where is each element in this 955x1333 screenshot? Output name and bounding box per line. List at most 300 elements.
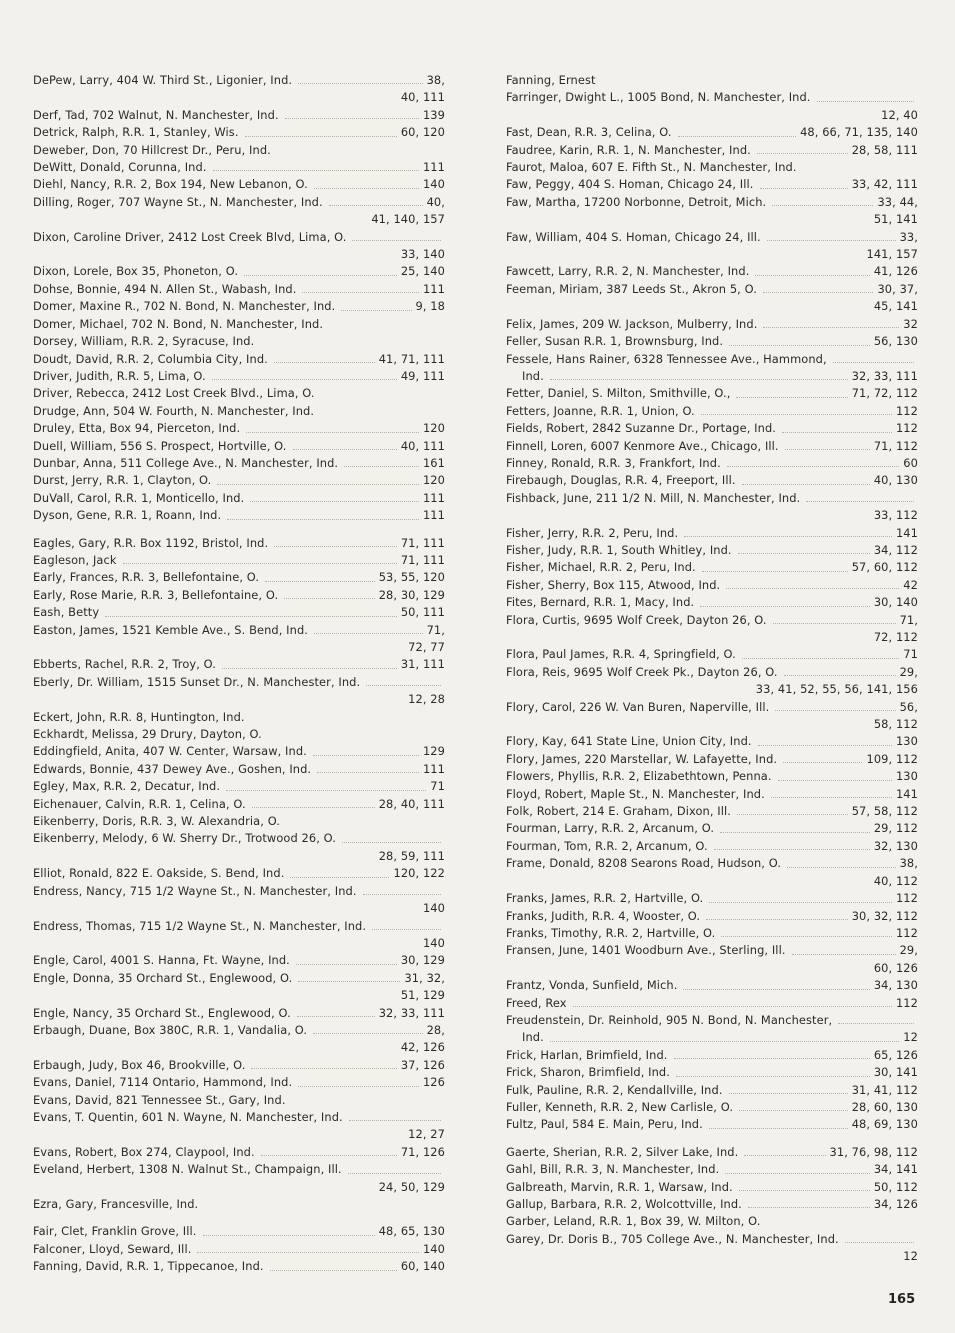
index-entry bbox=[33, 455, 445, 472]
index-entry bbox=[506, 281, 918, 316]
entry-pages: 37, 126 bbox=[400, 1057, 445, 1072]
entry-pages: 29, bbox=[899, 664, 918, 679]
index-entry bbox=[506, 820, 918, 837]
entry-pages: 40, 111 bbox=[400, 438, 445, 453]
index-entry bbox=[33, 830, 445, 865]
entry-pages: 112 bbox=[895, 995, 918, 1010]
dot-leader bbox=[314, 188, 419, 189]
entry-pages-continued: 12, 40 bbox=[881, 107, 918, 122]
index-entry bbox=[506, 263, 918, 280]
entry-name: Evans, T. Quentin, 601 N. Wayne, N. Manchester, Ind. bbox=[33, 1109, 343, 1124]
dot-leader bbox=[775, 710, 895, 711]
entry-pages: 71, 111 bbox=[400, 552, 445, 567]
dot-leader bbox=[250, 501, 419, 502]
entry-name: Farringer, Dwight L., 1005 Bond, N. Manchester, Ind. bbox=[506, 90, 811, 105]
entry-name: Druley, Etta, Box 94, Pierceton, Ind. bbox=[33, 421, 241, 436]
index-entry bbox=[33, 552, 445, 569]
entry-name: Ezra, Gary, Francesville, Ind. bbox=[33, 1197, 199, 1211]
entry-name: Drudge, Ann, 504 W. Fourth, N. Manchester, Ind. bbox=[33, 403, 315, 418]
entry-name: Domer, Maxine R., 702 N. Bond, N. Manchester, Ind. bbox=[33, 299, 336, 314]
dot-leader bbox=[755, 275, 869, 276]
dot-leader bbox=[785, 449, 870, 450]
index-entry bbox=[506, 699, 918, 734]
index-entry bbox=[506, 1179, 918, 1196]
index-entry bbox=[33, 604, 445, 621]
entry-name: Feeman, Miriam, 387 Leeds St., Akron 5, O. bbox=[506, 281, 757, 296]
index-entry bbox=[33, 1022, 445, 1057]
entry-pages-continued: 12, 27 bbox=[408, 1127, 445, 1142]
entry-name: Fransen, June, 1401 Woodburn Ave., Sterling, Ill. bbox=[506, 943, 786, 958]
entry-pages: 29, bbox=[899, 943, 918, 958]
dot-leader bbox=[721, 936, 892, 937]
entry-pages: 56, bbox=[899, 699, 918, 714]
index-entry bbox=[506, 733, 918, 750]
dot-leader bbox=[270, 1270, 397, 1271]
dot-leader bbox=[550, 379, 848, 380]
entry-name: Franks, Judith, R.R. 4, Wooster, O. bbox=[506, 908, 701, 923]
index-entry bbox=[33, 1074, 445, 1091]
dot-leader bbox=[227, 519, 419, 520]
entry-name: Domer, Michael, 702 N. Bond, N. Manchester, Ind. bbox=[33, 316, 324, 331]
index-entry bbox=[33, 281, 445, 298]
dot-leader bbox=[363, 894, 441, 895]
dot-leader bbox=[244, 275, 397, 276]
index-entry bbox=[33, 743, 445, 760]
dot-leader bbox=[738, 553, 870, 554]
entry-pages: 126 bbox=[422, 1075, 445, 1090]
entry-name: Fulk, Pauline, R.R. 2, Kendallville, Ind. bbox=[506, 1082, 723, 1097]
dot-leader bbox=[739, 1190, 870, 1191]
dot-leader bbox=[344, 466, 419, 467]
entry-pages: 65, 126 bbox=[873, 1047, 918, 1062]
entry-name: Fanning, David, R.R. 1, Tippecanoe, Ind. bbox=[33, 1259, 264, 1274]
index-entry bbox=[506, 351, 918, 386]
entry-pages-continued: 33, 140 bbox=[400, 247, 445, 262]
entry-pages: 60, 120 bbox=[400, 125, 445, 140]
entry-pages: 71, 126 bbox=[400, 1144, 445, 1159]
entry-pages: 30, 32, 112 bbox=[851, 908, 918, 923]
entry-name: Driver, Judith, R.R. 5, Lima, O. bbox=[33, 368, 206, 383]
index-entry bbox=[33, 622, 445, 657]
entry-pages-continued: 32, 33, 111 bbox=[851, 368, 918, 383]
entry-name: DePew, Larry, 404 W. Third St., Ligonier, Ind. bbox=[33, 73, 293, 87]
index-entry bbox=[33, 1092, 445, 1109]
index-entry bbox=[506, 194, 918, 229]
index-entry bbox=[33, 656, 445, 673]
dot-leader bbox=[222, 668, 397, 669]
dot-leader bbox=[742, 484, 870, 485]
entry-pages: 34, 112 bbox=[873, 542, 918, 557]
dot-leader bbox=[760, 188, 848, 189]
index-column-right bbox=[506, 72, 918, 1266]
index-entry bbox=[506, 1099, 918, 1116]
entry-name: Easton, James, 1521 Kemble Ave., S. Bend, Ind. bbox=[33, 622, 309, 637]
entry-name: Dyson, Gene, R.R. 1, Roann, Ind. bbox=[33, 508, 222, 523]
dot-leader bbox=[720, 832, 870, 833]
index-entry bbox=[506, 159, 918, 176]
entry-pages-continued: 72, 112 bbox=[873, 630, 918, 644]
entry-pages: 120 bbox=[422, 473, 445, 488]
index-entry bbox=[506, 786, 918, 803]
entry-name: Ebberts, Rachel, R.R. 2, Troy, O. bbox=[33, 657, 216, 672]
index-entry bbox=[33, 1057, 445, 1074]
entry-name: Driver, Rebecca, 2412 Lost Creek Blvd., Lima, O. bbox=[33, 386, 315, 401]
entry-pages: 29, 112 bbox=[873, 821, 918, 836]
entry-name: Galbreath, Marvin, R.R. 1, Warsaw, Ind. bbox=[506, 1179, 733, 1194]
dot-leader bbox=[123, 563, 397, 564]
entry-name: Gahl, Bill, R.R. 3, N. Manchester, Ind. bbox=[506, 1162, 720, 1177]
index-entry bbox=[33, 865, 445, 882]
index-entry bbox=[506, 455, 918, 472]
entry-name: Eagleson, Jack bbox=[33, 552, 117, 567]
index-entry bbox=[506, 403, 918, 420]
entry-name: Frantz, Vonda, Sunfield, Mich. bbox=[506, 978, 678, 993]
dot-leader bbox=[313, 755, 419, 756]
entry-name: Fetter, Daniel, S. Milton, Smithville, O., bbox=[506, 386, 731, 401]
dot-leader bbox=[700, 606, 870, 607]
entry-name: Franks, James, R.R. 2, Hartville, O. bbox=[506, 891, 704, 906]
entry-name: Fawcett, Larry, R.R. 2, N. Manchester, Ind. bbox=[506, 264, 750, 279]
dot-leader bbox=[217, 484, 419, 485]
entry-pages: 112 bbox=[895, 925, 918, 940]
entry-pages-continued: 72, 77 bbox=[408, 640, 445, 654]
entry-pages: 34, 130 bbox=[873, 978, 918, 993]
dot-leader bbox=[782, 432, 892, 433]
page-number: 165 bbox=[888, 1292, 916, 1307]
index-entry bbox=[33, 796, 445, 813]
entry-pages: 111 bbox=[422, 490, 445, 505]
entry-pages: 28, 30, 129 bbox=[378, 587, 445, 602]
entry-pages: 49, 111 bbox=[400, 368, 445, 383]
dot-leader bbox=[817, 101, 914, 102]
entry-name: Deweber, Don, 70 Hillcrest Dr., Peru, Ind. bbox=[33, 142, 271, 157]
entry-pages-continued: 12, 28 bbox=[408, 692, 445, 707]
dot-leader bbox=[709, 1128, 848, 1129]
entry-pages: 71 bbox=[430, 779, 445, 794]
entry-pages: 141 bbox=[895, 525, 918, 540]
entry-name: Garey, Dr. Doris B., 705 College Ave., N. Manchester, Ind. bbox=[506, 1231, 839, 1246]
dot-leader bbox=[348, 1173, 441, 1174]
dot-leader bbox=[742, 658, 899, 659]
entry-pages: 161 bbox=[422, 455, 445, 470]
entry-pages-continued: 51, 141 bbox=[873, 212, 918, 227]
index-entry bbox=[506, 1047, 918, 1064]
entry-pages: 41, 126 bbox=[873, 264, 918, 279]
entry-pages: 140 bbox=[422, 177, 445, 192]
entry-name: Evans, Daniel, 7114 Ontario, Hammond, Ind. bbox=[33, 1075, 293, 1090]
index-entry bbox=[506, 803, 918, 820]
entry-pages: 112 bbox=[895, 421, 918, 436]
index-entry bbox=[33, 1005, 445, 1022]
dot-leader bbox=[748, 1207, 870, 1208]
dot-leader bbox=[758, 745, 892, 746]
dot-leader bbox=[838, 1023, 914, 1024]
entry-pages: 32, 33, 111 bbox=[378, 1005, 445, 1020]
dot-leader bbox=[285, 118, 419, 119]
index-entry bbox=[506, 977, 918, 994]
dot-leader bbox=[226, 790, 426, 791]
entry-name: Frick, Harlan, Brimfield, Ind. bbox=[506, 1047, 668, 1062]
entry-pages: 33, 44, bbox=[877, 194, 918, 209]
index-entry bbox=[506, 1082, 918, 1099]
entry-pages: 57, 58, 112 bbox=[851, 804, 918, 819]
index-entry bbox=[506, 768, 918, 785]
dot-leader bbox=[284, 598, 375, 599]
entry-name: Evans, David, 821 Tennessee St., Gary, Ind. bbox=[33, 1092, 286, 1107]
entry-pages: 111 bbox=[422, 761, 445, 776]
dot-leader bbox=[341, 310, 411, 311]
entry-name: Folk, Robert, 214 E. Graham, Dixon, Ill. bbox=[506, 804, 732, 819]
dot-leader bbox=[739, 1110, 848, 1111]
index-entry bbox=[33, 107, 445, 124]
entry-pages: 111 bbox=[422, 508, 445, 523]
dot-leader bbox=[729, 345, 870, 346]
entry-pages: 50, 112 bbox=[873, 1179, 918, 1194]
entry-name: Eash, Betty bbox=[33, 605, 100, 620]
dot-leader bbox=[778, 780, 892, 781]
dot-leader bbox=[252, 807, 375, 808]
index-entry bbox=[33, 472, 445, 489]
entry-name: Flora, Reis, 9695 Wolf Creek Pk., Dayton 26, O. bbox=[506, 664, 778, 679]
entry-name: Fultz, Paul, 584 E. Main, Peru, Ind. bbox=[506, 1117, 703, 1132]
index-entry bbox=[506, 751, 918, 768]
entry-name: Garber, Leland, R.R. 1, Box 39, W. Milton, O. bbox=[506, 1214, 761, 1229]
entry-pages: 130 bbox=[895, 769, 918, 784]
index-entry bbox=[506, 995, 918, 1012]
dot-leader bbox=[366, 685, 441, 686]
dot-leader bbox=[274, 362, 375, 363]
entry-name: Frame, Donald, 8208 Searons Road, Hudson, O. bbox=[506, 856, 782, 871]
entry-name: Feller, Susan R.R. 1, Brownsburg, Ind. bbox=[506, 334, 724, 349]
dot-leader bbox=[702, 571, 848, 572]
entry-name: Gallup, Barbara, R.R. 2, Wolcottville, Ind. bbox=[506, 1197, 742, 1211]
entry-pages-continued: 12 bbox=[903, 1030, 918, 1045]
dot-leader bbox=[701, 414, 892, 415]
entry-pages: 33, 42, 111 bbox=[851, 177, 918, 192]
index-entry bbox=[506, 1144, 918, 1161]
index-entry bbox=[33, 778, 445, 795]
entry-name: Flory, James, 220 Marstellar, W. Lafayette, Ind. bbox=[506, 751, 778, 766]
dot-leader bbox=[245, 136, 397, 137]
dot-leader bbox=[683, 989, 869, 990]
entry-name: Faw, Peggy, 404 S. Homan, Chicago 24, Ill. bbox=[506, 177, 754, 192]
dot-leader bbox=[246, 432, 419, 433]
dot-leader bbox=[349, 1120, 441, 1121]
index-entry bbox=[33, 385, 445, 402]
index-entry bbox=[33, 1161, 445, 1196]
entry-pages: 38, bbox=[426, 73, 445, 87]
dot-leader bbox=[714, 849, 870, 850]
index-entry bbox=[506, 577, 918, 594]
dot-leader bbox=[783, 762, 862, 763]
entry-pages: 53, 55, 120 bbox=[378, 570, 445, 585]
dot-leader bbox=[845, 1242, 914, 1243]
index-entry bbox=[506, 1064, 918, 1081]
entry-name: Fisher, Michael, R.R. 2, Peru, Ind. bbox=[506, 560, 696, 575]
entry-pages-continued: 51, 129 bbox=[400, 988, 445, 1003]
dot-leader bbox=[736, 397, 847, 398]
index-entry bbox=[33, 351, 445, 368]
index-entry bbox=[33, 420, 445, 437]
index-entry bbox=[33, 1223, 445, 1240]
entry-pages: 56, 130 bbox=[873, 334, 918, 349]
entry-pages: 31, 32, bbox=[404, 970, 445, 985]
entry-name: Falconer, Lloyd, Seward, Ill. bbox=[33, 1241, 192, 1256]
entry-pages: 71, 112 bbox=[873, 438, 918, 453]
entry-pages: 34, 141 bbox=[873, 1162, 918, 1177]
index-entry bbox=[33, 490, 445, 507]
dot-leader bbox=[737, 814, 848, 815]
entry-name: Finnell, Loren, 6007 Kenmore Ave., Chicago, Ill. bbox=[506, 438, 779, 453]
entry-name: DuVall, Carol, R.R. 1, Monticello, Ind. bbox=[33, 490, 245, 505]
index-entry bbox=[506, 142, 918, 159]
entry-pages: 30, 140 bbox=[873, 595, 918, 610]
entry-name: Flowers, Phyllis, R.R. 2, Elizabethtown, Penna. bbox=[506, 769, 772, 784]
entry-name: Gaerte, Sherian, R.R. 2, Silver Lake, Ind. bbox=[506, 1144, 739, 1159]
index-entry bbox=[33, 1241, 445, 1258]
dot-leader bbox=[265, 581, 375, 582]
dot-leader bbox=[261, 1155, 397, 1156]
entry-pages-continued: 58, 112 bbox=[873, 717, 918, 732]
index-entry bbox=[33, 124, 445, 141]
index-entry bbox=[33, 709, 445, 726]
entry-pages: 42 bbox=[903, 577, 918, 592]
index-entry bbox=[506, 1116, 918, 1133]
dot-leader bbox=[787, 867, 896, 868]
dot-leader bbox=[757, 153, 848, 154]
index-entry bbox=[506, 908, 918, 925]
entry-name: Freudenstein, Dr. Reinhold, 905 N. Bond, N. Manchester, bbox=[506, 1012, 833, 1027]
dot-leader bbox=[729, 1093, 848, 1094]
entry-name: Eckert, John, R.R. 8, Huntington, Ind. bbox=[33, 709, 245, 724]
entry-pages: 28, bbox=[426, 1022, 445, 1037]
dot-leader bbox=[773, 623, 896, 624]
entry-pages: 31, 111 bbox=[400, 657, 445, 672]
index-entry bbox=[506, 1161, 918, 1178]
entry-name: Fourman, Tom, R.R. 2, Arcanum, O. bbox=[506, 838, 708, 853]
entry-name: Early, Frances, R.R. 3, Bellefontaine, O. bbox=[33, 570, 260, 585]
entry-pages: 34, 126 bbox=[873, 1197, 918, 1211]
entry-name: Engle, Donna, 35 Orchard St., Englewood, O. bbox=[33, 970, 293, 985]
dot-leader bbox=[678, 136, 796, 137]
entry-name: Fetters, Joanne, R.R. 1, Union, O. bbox=[506, 403, 695, 418]
entry-name: Fisher, Jerry, R.R. 2, Peru, Ind. bbox=[506, 525, 679, 540]
entry-pages: 71, bbox=[426, 622, 445, 637]
entry-name: Fites, Bernard, R.R. 1, Macy, Ind. bbox=[506, 595, 695, 610]
entry-name: Fisher, Judy, R.R. 1, South Whitley, Ind. bbox=[506, 542, 732, 557]
entry-name: DeWitt, Donald, Corunna, Ind. bbox=[33, 160, 207, 175]
entry-pages-continued: 42, 126 bbox=[400, 1040, 445, 1055]
entry-name: Flora, Curtis, 9695 Wolf Creek, Dayton 26, O. bbox=[506, 612, 767, 627]
entry-name: Eckhardt, Melissa, 29 Drury, Dayton, O. bbox=[33, 727, 262, 742]
dot-leader bbox=[573, 1006, 892, 1007]
entry-pages: 31, 41, 112 bbox=[851, 1082, 918, 1097]
entry-pages: 57, 60, 112 bbox=[851, 560, 918, 575]
entry-pages: 30, 129 bbox=[400, 953, 445, 968]
index-entry bbox=[506, 664, 918, 699]
index-entry bbox=[506, 855, 918, 890]
entry-name: Eikenberry, Melody, 6 W. Sherry Dr., Trotwood 26, O. bbox=[33, 831, 336, 846]
dot-leader bbox=[684, 536, 892, 537]
index-entry bbox=[506, 646, 918, 663]
dot-leader bbox=[293, 449, 397, 450]
entry-pages: 60, 140 bbox=[400, 1259, 445, 1274]
entry-pages: 28, 40, 111 bbox=[378, 796, 445, 811]
dot-leader bbox=[297, 1016, 375, 1017]
index-entry bbox=[506, 385, 918, 402]
dot-leader bbox=[725, 1173, 870, 1174]
entry-name-continued: Ind. bbox=[522, 1030, 544, 1045]
entry-name: Dohse, Bonnie, 494 N. Allen St., Wabash, Ind. bbox=[33, 281, 297, 296]
index-entry bbox=[33, 368, 445, 385]
entry-name: Eichenauer, Calvin, R.R. 1, Celina, O. bbox=[33, 796, 246, 811]
entry-name: Edwards, Bonnie, 437 Dewey Ave., Goshen, Ind. bbox=[33, 761, 312, 776]
index-entry bbox=[33, 194, 445, 229]
entry-pages: 120 bbox=[422, 421, 445, 436]
entry-name: Faudree, Karin, R.R. 1, N. Manchester, Ind. bbox=[506, 142, 751, 157]
entry-name: Endress, Thomas, 715 1/2 Wayne St., N. Manchester, Ind. bbox=[33, 918, 367, 933]
entry-name: Fast, Dean, R.R. 3, Celina, O. bbox=[506, 125, 672, 140]
index-entry bbox=[506, 124, 918, 141]
index-entry bbox=[506, 838, 918, 855]
dot-leader bbox=[298, 1086, 419, 1087]
index-column-left bbox=[33, 72, 445, 1276]
index-entry bbox=[33, 507, 445, 524]
entry-pages: 129 bbox=[422, 744, 445, 759]
entry-name: Flory, Kay, 641 State Line, Union City, Ind. bbox=[506, 734, 752, 749]
entry-name: Flora, Paul James, R.R. 4, Springfield, O. bbox=[506, 647, 736, 662]
dot-leader bbox=[251, 1068, 396, 1069]
entry-name: Dilling, Roger, 707 Wayne St., N. Manchester, Ind. bbox=[33, 194, 323, 209]
entry-pages: 112 bbox=[895, 891, 918, 906]
entry-pages-continued: 60, 126 bbox=[873, 960, 918, 975]
entry-name: Felix, James, 209 W. Jackson, Mulberry, Ind. bbox=[506, 316, 758, 331]
entry-name: Fuller, Kenneth, R.R. 2, New Carlisle, O. bbox=[506, 1099, 734, 1114]
entry-name: Engle, Nancy, 35 Orchard St., Englewood, O. bbox=[33, 1005, 291, 1020]
entry-name: Franks, Timothy, R.R. 2, Hartville, O. bbox=[506, 925, 716, 940]
dot-leader bbox=[784, 675, 896, 676]
entry-name: Faw, Martha, 17200 Norbonne, Detroit, Mich. bbox=[506, 194, 767, 209]
dot-leader bbox=[727, 466, 900, 467]
dot-leader bbox=[317, 772, 419, 773]
entry-pages: 141 bbox=[895, 786, 918, 801]
entry-pages: 25, 140 bbox=[400, 264, 445, 279]
entry-pages: 30, 141 bbox=[873, 1065, 918, 1080]
entry-pages: 48, 65, 130 bbox=[378, 1224, 445, 1239]
index-entry bbox=[33, 813, 445, 830]
entry-pages: 40, bbox=[426, 194, 445, 209]
entry-name: Fourman, Larry, R.R. 2, Arcanum, O. bbox=[506, 821, 715, 836]
entry-name: Fessele, Hans Rainer, 6328 Tennessee Ave., Hammond, bbox=[506, 351, 827, 366]
index-entry bbox=[33, 438, 445, 455]
index-entry bbox=[33, 761, 445, 778]
index-entry bbox=[33, 159, 445, 176]
index-entry bbox=[506, 229, 918, 264]
index-entry bbox=[33, 970, 445, 1005]
entry-pages: 33, bbox=[899, 229, 918, 244]
index-entry bbox=[33, 1258, 445, 1275]
entry-pages: 112 bbox=[895, 403, 918, 418]
index-entry bbox=[506, 542, 918, 559]
entry-name: Elliot, Ronald, 822 E. Oakside, S. Bend, Ind. bbox=[33, 866, 285, 881]
entry-pages: 30, 37, bbox=[877, 281, 918, 296]
index-entry bbox=[33, 142, 445, 159]
entry-name: Egley, Max, R.R. 2, Decatur, Ind. bbox=[33, 779, 221, 794]
entry-name: Dixon, Caroline Driver, 2412 Lost Creek Blvd, Lima, O. bbox=[33, 229, 347, 244]
index-entry bbox=[33, 316, 445, 333]
dot-leader bbox=[833, 362, 914, 363]
index-entry bbox=[33, 333, 445, 350]
